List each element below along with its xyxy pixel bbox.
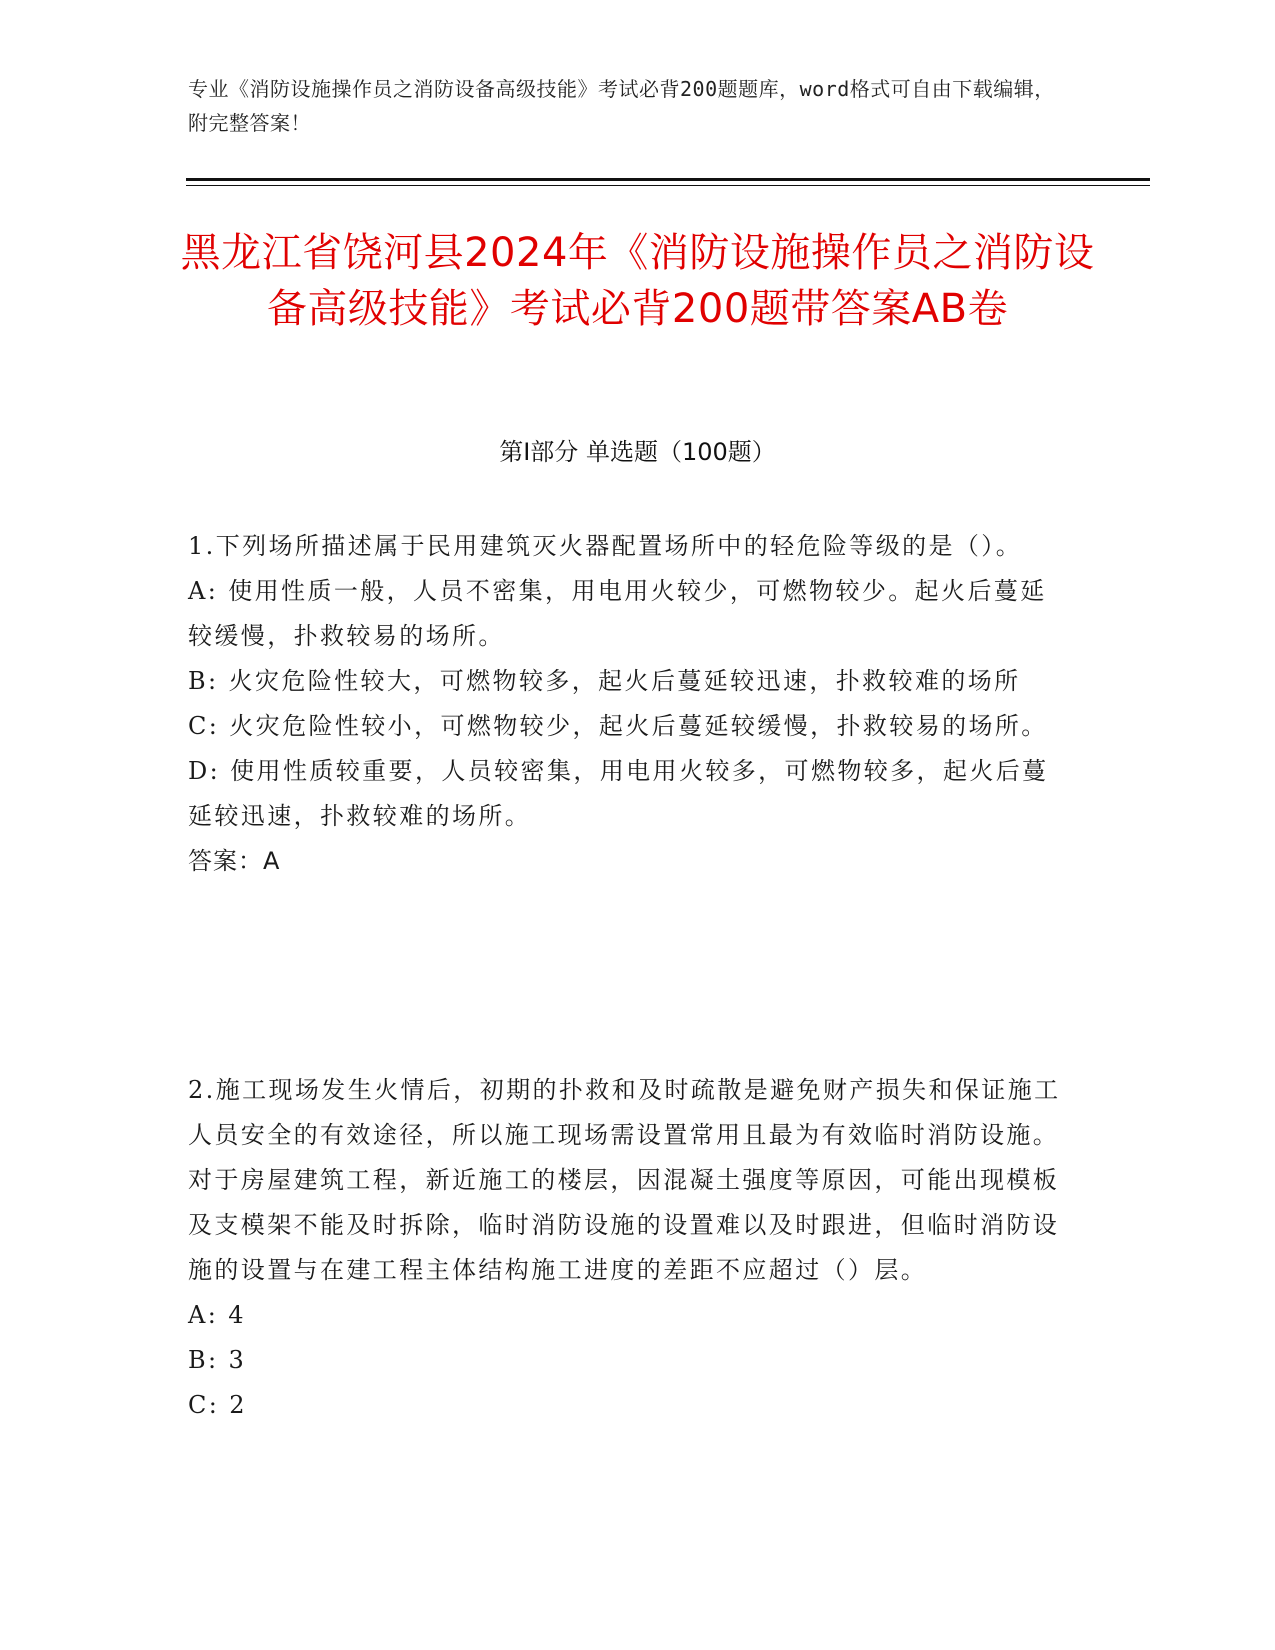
header-divider-thin	[186, 185, 1150, 186]
question-stem: 1.下列场所描述属于民用建筑灭火器配置场所中的轻危险等级的是（）。	[188, 532, 1023, 560]
option-b: B: 3	[188, 1346, 247, 1374]
question-2	[188, 1068, 1070, 1428]
question-1	[188, 524, 1070, 884]
option-c: C: 2	[188, 1391, 247, 1419]
header-note: 专业《消防设施操作员之消防设备高级技能》考试必背200题题库，word格式可自由下载编辑，附完整答案！	[188, 77, 1055, 135]
question-stem: 2.施工现场发生火情后，初期的扑救和及时疏散是避免财产损失和保证施工人员安全的有效途径，所以施工现场需设置常用且最为有效临时消防设施。对于房屋建筑工程，新近施工的楼层，因混凝土强度等原因，可能出现模板及支模架不能及时拆除，临时消防设施的设置难以及时跟进，但临时消防设施的设置与在建工程主体结构施工进度的差距不应超过（）层。	[188, 1076, 1061, 1284]
option-c: C: 火灾危险性较小，可燃物较少，起火后蔓延较缓慢，扑救较易的场所。	[188, 712, 1048, 740]
option-a: A: 使用性质一般，人员不密集，用电用火较少，可燃物较少。起火后蔓延较缓慢，扑救较易的场所。	[188, 577, 1047, 650]
option-b: B: 火灾危险性较大，可燃物较多，起火后蔓延较迅速，扑救较难的场所	[188, 667, 1021, 695]
section-heading: 第I部分 单选题（100题）	[499, 438, 776, 466]
option-d: D: 使用性质较重要，人员较密集，用电用火较多，可燃物较多，起火后蔓延较迅速，扑救较难的场所。	[188, 757, 1049, 830]
header-divider-thick	[186, 178, 1150, 181]
document-title: 黑龙江省饶河县2024年《消防设施操作员之消防设备高级技能》考试必背200题带答案AB卷	[180, 230, 1095, 332]
answer: 答案：A	[188, 847, 281, 875]
option-a: A: 4	[188, 1301, 246, 1329]
